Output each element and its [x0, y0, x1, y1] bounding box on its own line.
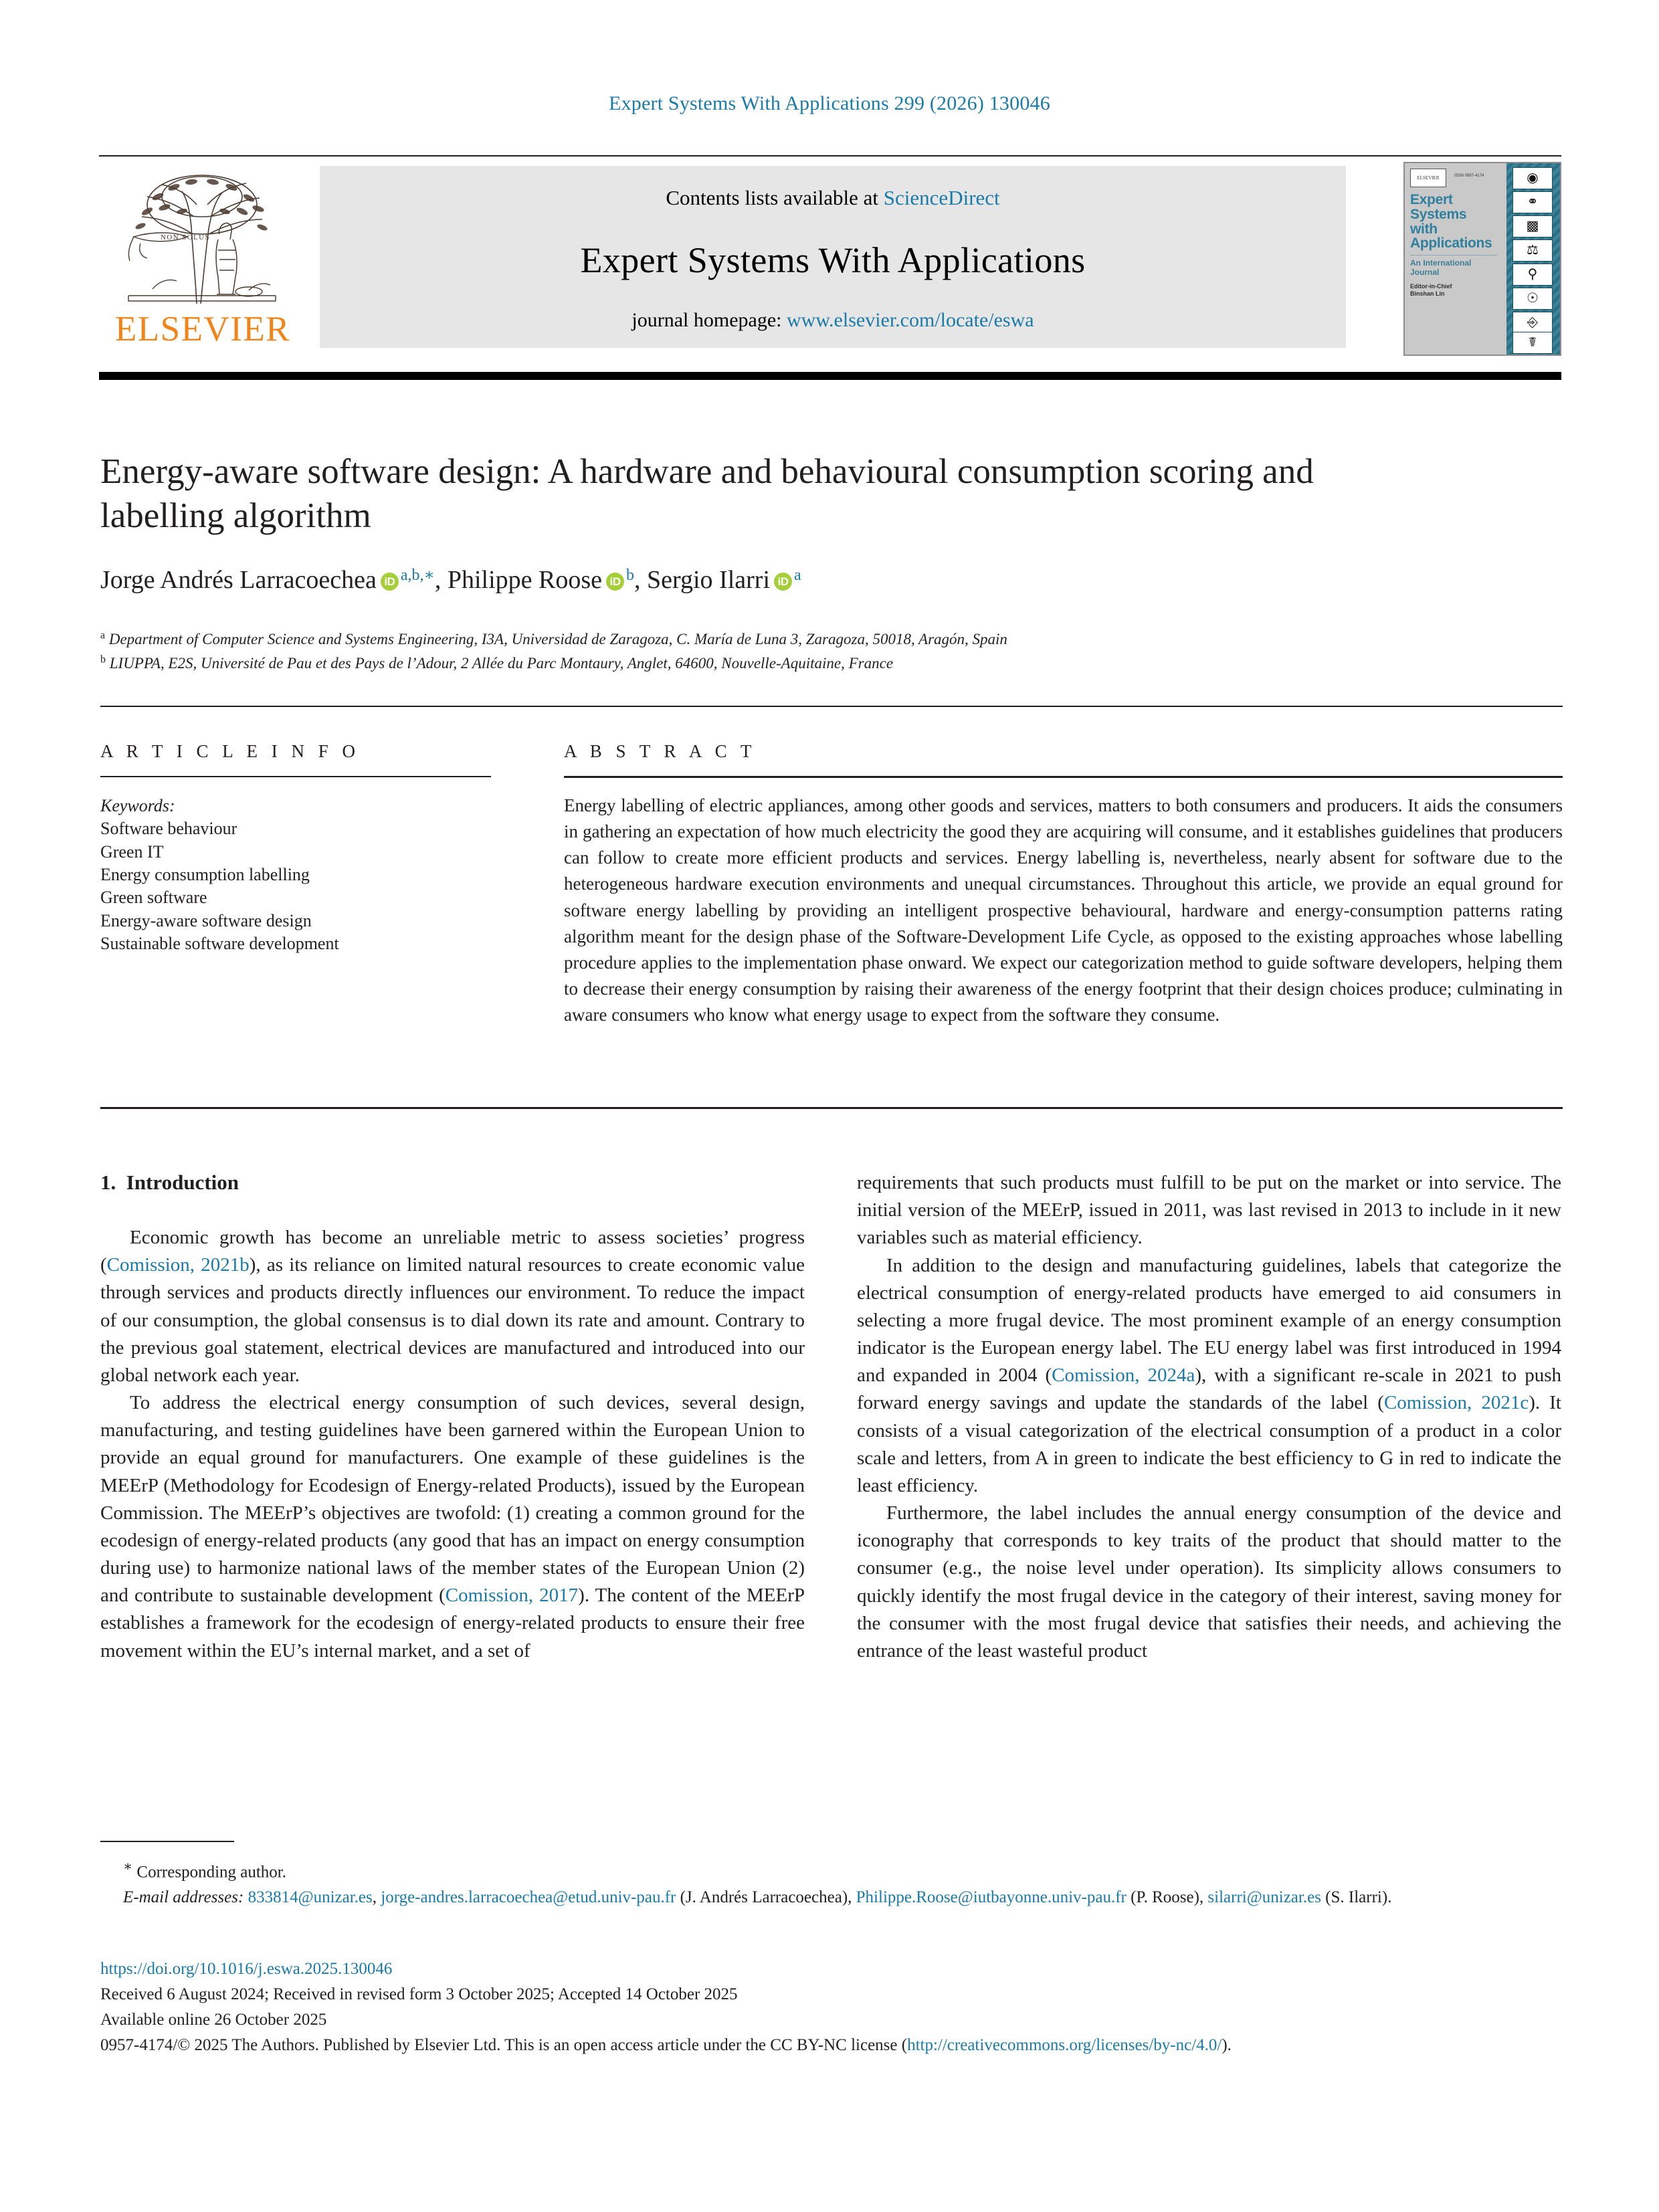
section-title: Introduction	[126, 1171, 239, 1194]
body-paragraph	[100, 1389, 805, 1665]
footnote-block	[100, 1856, 1565, 1910]
homepage-prefix: journal homepage:	[631, 309, 787, 331]
email-label: E-mail addresses:	[123, 1888, 244, 1906]
keyword-item: Software behaviour	[100, 819, 237, 839]
corresponding-mark: ∗	[123, 1858, 133, 1874]
abstract-bottom-rule	[100, 1107, 1563, 1109]
cover-icon-strip	[1506, 163, 1560, 355]
affiliation-list	[100, 627, 1438, 675]
citation-link[interactable]: Comission, 2024a	[1052, 1365, 1195, 1387]
journal-masthead	[99, 155, 1561, 356]
section-number: 1.	[100, 1171, 116, 1194]
keywords-block	[100, 795, 502, 955]
keyword-item: Energy-aware software design	[100, 910, 312, 930]
email-link[interactable]: 833814@unizar.es	[248, 1888, 373, 1906]
cover-issn: ISSN 0957-4174	[1454, 174, 1484, 178]
body-paragraph	[857, 1252, 1561, 1500]
cover-divider	[1410, 255, 1497, 256]
affiliation-item: $^a$ Department of Computer Science and Systems Engineering, I3A, Universidad de Zaragoza, C. María de Luna 3, Zaragoza, 50018, Aragón, Spain	[100, 629, 1007, 647]
body-paragraph	[857, 1169, 1561, 1252]
scales-icon: ⚖	[1512, 239, 1553, 262]
masthead-black-bar	[99, 372, 1561, 380]
sciencedirect-banner	[320, 166, 1346, 348]
cover-title: Expert Systems with Applications	[1410, 192, 1492, 252]
orcid-icon[interactable]: iD	[606, 573, 624, 591]
abstract-text: Energy labelling of electric appliances, among other goods and services, matters to both consumers and producers. It aids the consumers in gathering an expectation of how much electricity the good they are acquiring will consume, and it establishes guidelines that producers can follow to create more efficient products and services. Energy labelling is, nevertheless, nearly absent for software due to the heterogeneous hardware execution environments and unequal circumstances. Throughout this article, we provide an equal ground for software energy labelling by providing an intelligent prospective behavioural, hardware and energy-consumption patterns rating algorithm meant for the design phase of the Software-Development Life Cycle, as opposed to the existing approaches whose labelling procedure applies to the implementation phase onward. We expect our categorization method to guide software developers, helping them to decrease their energy consumption by raising their awareness of the energy footprint that their design choices produce; culminating in aware consumers who know what energy usage to expect from the software they consume.	[564, 795, 1563, 1025]
doi-link[interactable]: https://doi.org/10.1016/j.eswa.2025.130046	[100, 1960, 393, 1978]
sciencedirect-link[interactable]: ScienceDirect	[883, 186, 1000, 209]
contents-line	[320, 186, 1346, 210]
elsevier-logo[interactable]	[106, 170, 300, 352]
journal-homepage-link[interactable]: www.elsevier.com/locate/eswa	[787, 309, 1034, 331]
cover-subtitle: An International Journal	[1410, 258, 1472, 278]
email-link[interactable]: Philippe.Roose@iutbayonne.univ-pau.fr	[856, 1888, 1127, 1906]
journal-title: Expert Systems With Applications	[580, 240, 1086, 280]
planet-icon: ☉	[1512, 288, 1553, 310]
orcid-icon[interactable]: iD	[381, 573, 399, 591]
journal-homepage-line	[320, 309, 1346, 332]
body-text: requirements that such products must fulfill to be put on the market or into service. The initial version of the MEErP, issued in 2011, was last revised in 2013 to include in it new variables such as material efficiency.	[857, 1172, 1561, 1249]
body-text: To address the electrical energy consumption of such devices, several design, manufacturing, and testing guidelines have been garnered within the European Union to provide an equal ground for manufacturers. One example of these guidelines is the MEErP (Methodology for Ecodesign of Energy-related Products), issued by the European Commission. The MEErP’s objectives are twofold: (1) creating a common ground for the ecodesign of energy-related products (any good that has an impact on energy consumption during use) to harmonize national laws of the member states of the European Union (2) and contribute to sustainable development (	[100, 1392, 805, 1607]
info-section-top-rule	[100, 706, 1563, 707]
received-dates: Received 6 August 2024; Received in revised form 3 October 2025; Accepted 14 October 2025	[100, 1985, 738, 2003]
keyword-item: Sustainable software development	[100, 933, 339, 953]
masthead-top-rule	[99, 155, 1561, 157]
microscope-icon: ⚲	[1512, 264, 1553, 286]
license-link[interactable]: http://creativecommons.org/licenses/by-nc/4.0/	[907, 2036, 1222, 2054]
running-head: Expert Systems With Applications 299 (2026) 130046	[609, 92, 1050, 114]
elsevier-tree-icon	[118, 170, 286, 312]
email-owner: (S. Ilarri)	[1325, 1888, 1388, 1906]
article-info-rule	[100, 776, 491, 777]
author-name: Sergio Ilarri	[647, 566, 771, 594]
circuit-icon: ⎆	[1512, 312, 1553, 334]
body-paragraph	[100, 1224, 805, 1389]
corresponding-author-note: ∗ Corresponding author.	[123, 1858, 287, 1882]
available-online: Available online 26 October 2025	[100, 2011, 327, 2029]
email-owner: (P. Roose)	[1131, 1888, 1199, 1906]
author-affil-marks: a,b,∗	[400, 567, 435, 584]
elsevier-wordmark: ELSEVIER	[114, 310, 291, 348]
keyword-item: Green IT	[100, 841, 164, 862]
author-list: Jorge Andrés Larracoechea iD $^{a,b,∗}$, Philippe Roose iD $^b$, Sergio Ilarri iD $^a$	[100, 566, 801, 594]
bar-chart-icon: ▩	[1512, 215, 1553, 237]
section-heading-introduction	[100, 1171, 239, 1195]
citation-link[interactable]: Comission, 2017	[445, 1585, 579, 1607]
cover-editor: Editor-in-Chief Binshan Lin	[1410, 282, 1452, 298]
body-text: In addition to the design and manufacturing guidelines, labels that categorize the electrical consumption of energy-related products have emerged to aid consumers in selecting a more frugal device. The most prominent example of an energy consumption indicator is the European energy label. The EU energy label was first introduced in 1994 and expanded in 2004 (	[857, 1254, 1561, 1387]
email-link[interactable]: silarri@unizar.es	[1207, 1888, 1321, 1906]
keyword-item: Energy consumption labelling	[100, 864, 310, 884]
email-addresses-note: E-mail addresses: 833814@unizar.es, jorge-andres.larracoechea@etud.univ-pau.fr (J. Andrés Larracoechea), Philippe.Roose@iutbayonne.univ-pau.fr (P. Roose), silarri@unizar.es (S. Ilarri).	[123, 1888, 1392, 1906]
affiliation-item: $^b$ LIUPPA, E2S, Université de Pau et des Pays de l’Adour, 2 Allée du Parc Montaury, Anglet, 64600, Nouvelle-Aquitaine, France	[100, 653, 894, 672]
non-solus-motto: NON SOLUS	[161, 233, 211, 241]
body-text: ), with a significant re-scale in 2021 to push forward energy savings and update the standards of the label (	[857, 1365, 1562, 1414]
abstract-rule	[564, 776, 1563, 778]
face-profile-icon: ⚭	[1512, 191, 1553, 213]
abstract-heading: A B S T R A C T	[564, 741, 757, 761]
author-name: Jorge Andrés Larracoechea	[100, 566, 377, 594]
body-paragraph	[857, 1500, 1561, 1665]
page-title: Energy-aware software design: A hardware and behavioural consumption scoring and labelling algorithm	[100, 452, 1314, 536]
body-column-right	[857, 1169, 1561, 1665]
email-owner: (J. Andrés Larracoechea)	[680, 1888, 848, 1906]
orcid-icon[interactable]: iD	[774, 573, 792, 591]
body-text: ). It consists of a visual categorization of the electrical consumption of a product in a color scale and letters, from A in green to indicate the best efficiency to G in red to indicate the least efficiency.	[857, 1392, 1561, 1496]
cover-front	[1405, 163, 1506, 355]
citation-link[interactable]: Comission, 2021c	[1383, 1392, 1529, 1414]
body-column-left	[100, 1224, 805, 1665]
body-text: Economic growth has become an unreliable metric to assess societies’ progress (	[100, 1227, 805, 1276]
email-link[interactable]: jorge-andres.larracoechea@etud.univ-pau.fr	[381, 1888, 676, 1906]
copyright-line: 0957-4174/© 2025 The Authors. Published by Elsevier Ltd. This is an open access article under the CC BY-NC license (http://creativecommons.org/licenses/by-nc/4.0/).	[100, 2036, 1232, 2054]
footnote-rule	[100, 1841, 234, 1842]
citation-link[interactable]: Comission, 2021b	[106, 1254, 250, 1276]
journal-cover-thumbnail[interactable]	[1403, 162, 1561, 356]
keyword-item: Green software	[100, 888, 207, 908]
article-info-heading: A R T I C L E I N F O	[100, 741, 361, 761]
keywords-label: Keywords:	[100, 796, 175, 815]
author-affil-marks: a	[794, 567, 801, 584]
author-affil-marks: b	[626, 567, 635, 584]
body-text: ), as its reliance on limited natural resources to create economic value through services and products directly influences our environment. To reduce the impact of our consumption, the global consensus is to dial down its rate and amount. Contrary to the previous goal statement, electrical devices are manufactured and introduced into our global network each year.	[100, 1254, 805, 1386]
body-text: ). The content of the MEErP establishes a framework for the ecodesign of energy-related products to ensure their free movement within the EU’s internal market, and a set of	[100, 1585, 805, 1662]
author-name: Philippe Roose	[447, 566, 603, 594]
caduceus-icon: ☤	[1512, 332, 1553, 354]
body-text: Furthermore, the label includes the annual energy consumption of the device and iconography that corresponds to key traits of the product that should matter to the consumer (e.g., the noise level under operation). Its simplicity allows consumers to quickly identify the most frugal device in the category of their interest, saving money for the consumer with the most frugal device that satisfies their needs, and achieving the entrance of the least wasteful product	[857, 1502, 1561, 1662]
publication-info	[100, 1956, 1565, 2058]
gauge-icon: ◉	[1512, 167, 1553, 189]
contents-prefix: Contents lists available at	[666, 186, 884, 209]
cover-elsevier-mark: ELSEVIER	[1410, 169, 1446, 187]
